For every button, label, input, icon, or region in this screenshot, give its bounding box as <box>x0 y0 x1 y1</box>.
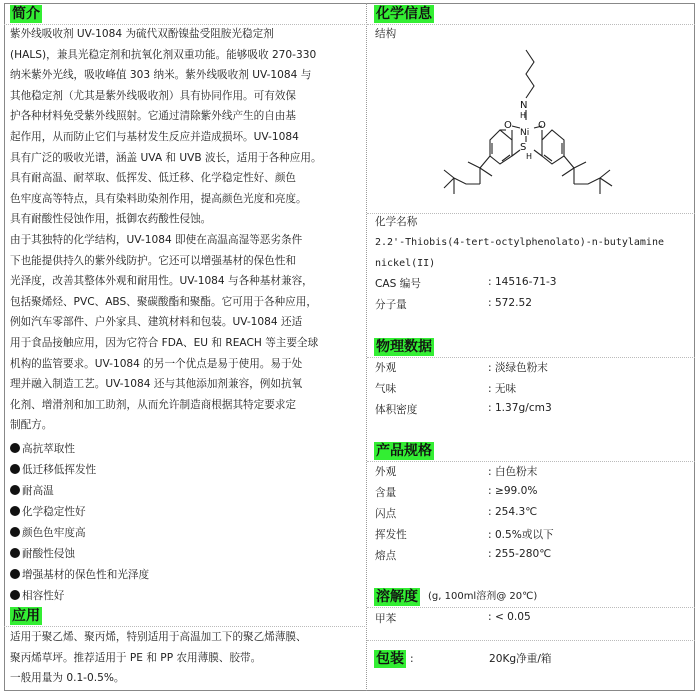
bullet-item: 低迁移低挥发性 <box>10 462 96 477</box>
chem-info-heading: 化学信息 <box>376 6 432 22</box>
atom-h-n: H <box>520 111 527 120</box>
chem-name-label: 化学名称 <box>375 216 418 228</box>
physical-row: 体积密度 : 1.37g/cm3 <box>375 402 417 417</box>
bullet-dot-icon <box>10 485 20 495</box>
spec-heading: 产品规格 <box>376 443 432 459</box>
bullet-item: 耐高温 <box>10 483 54 498</box>
intro-line: 下也能提供持久的紫外线防护。它还可以增强基材的保色性和 <box>10 254 297 267</box>
atom-o-left: O <box>504 120 512 131</box>
solubility-heading: 溶解度 <box>376 589 418 605</box>
bullet-item: 颜色色牢度高 <box>10 525 86 540</box>
spec-row: 外观 : 白色粉末 <box>375 464 396 479</box>
intro-line: 由于其独特的化学结构，UV-1084 即使在高温高湿等恶劣条件 <box>10 233 303 246</box>
solubility-note: (g, 100ml溶剂@ 20℃) <box>428 591 538 602</box>
application-paragraph <box>10 627 362 689</box>
atom-n: N <box>520 100 528 111</box>
packaging-value: 20Kg净重/箱 <box>489 653 552 665</box>
butyl-chain <box>526 50 534 98</box>
bullet-item: 化学稳定性好 <box>10 504 86 519</box>
bullet-dot-icon <box>10 590 20 600</box>
bullet-dot-icon <box>10 443 20 453</box>
chem-name-value: 2.2'-Thiobis(4-tert-octylphenolato)-n-butylamine <box>375 237 664 248</box>
chem-name-value-cont: nickel(II) <box>375 258 436 269</box>
physical-heading: 物理数据 <box>376 339 432 355</box>
atom-s: S <box>520 142 527 153</box>
solubility-row: 甲苯 : < 0.05 <box>375 611 396 626</box>
bullet-item: 高抗萃取性 <box>10 441 75 456</box>
intro-line: 其他稳定剂（尤其是紫外线吸收剂）具有协同作用。可有效保 <box>10 89 297 102</box>
packaging-heading: 包装 <box>376 651 404 667</box>
spec-row: 熔点 : 255-280℃ <box>375 548 396 563</box>
spec-row: 含量 : ≥99.0% <box>375 485 396 500</box>
row-divider <box>367 24 695 25</box>
intro-line: 紫外线吸收剂 UV-1084 为硫代双酚镍盐受阻胺光稳定剂 <box>10 28 274 40</box>
intro-line: 色牢度高等特点，具有染料助染剂作用，提高颜色光度和亮度。 <box>10 192 307 205</box>
bullet-dot-icon <box>10 548 20 558</box>
application-line: 一般用量为 0.1-0.5%。 <box>10 672 125 685</box>
bond-o-ni-left <box>512 126 520 128</box>
right-ring <box>542 130 564 164</box>
row-divider <box>367 640 695 641</box>
left-ring <box>490 130 512 164</box>
bullet-item: 相容性好 <box>10 588 64 603</box>
cas-row: CAS 编号 : 14516-71-3 <box>375 276 421 291</box>
bullet-dot-icon <box>10 527 20 537</box>
intro-line: 光泽度，改善其整体外观和耐用性。UV-1084 与各种基材兼容， <box>10 275 313 288</box>
chemical-structure <box>430 46 620 211</box>
intro-line: 机构的监管要求。UV-1084 的另一个优点是易于使用。易于处 <box>10 357 303 370</box>
row-divider <box>367 607 695 608</box>
row-divider <box>367 461 695 462</box>
atom-h-s: H <box>526 152 533 161</box>
intro-line: 化剂、增滑剂和加工助剂，从而允许制造商根据其特定要求定 <box>10 398 297 411</box>
application-line: 聚丙烯草坪。推荐适用于 PE 和 PP 农用薄膜、胶带。 <box>10 651 262 664</box>
spec-row: 挥发性 : 0.5%或以下 <box>375 527 407 542</box>
intro-line: 用于食品接触应用，因为它符合 FDA、EU 和 REACH 等主要全球 <box>10 336 319 349</box>
bullet-dot-icon <box>10 506 20 516</box>
intro-line: 具有耐酸性侵蚀作用，抵御农药酸性侵蚀。 <box>10 213 212 226</box>
intro-line: 具有广泛的吸收光谱，涵盖 UVA 和 UVB 波长，适用于各种应用。 <box>10 151 322 164</box>
bullet-item: 增强基材的保色性和光泽度 <box>10 567 149 582</box>
intro-line: (HALS)，兼具光稳定剂和抗氧化剂双重功能。能够吸收 270-330 <box>10 48 317 61</box>
physical-row: 气味 : 无味 <box>375 381 396 396</box>
structure-label: 结构 <box>375 28 397 40</box>
right-octyl <box>564 156 574 184</box>
atom-ni: Ni <box>520 128 530 138</box>
intro-line: 制配方。 <box>10 419 53 432</box>
application-heading: 应用 <box>12 608 40 624</box>
intro-line: 具有耐高温、耐萃取、低挥发、低迁移、化学稳定性好、颜色 <box>10 172 297 185</box>
bullet-dot-icon <box>10 569 20 579</box>
spec-row: 闪点 : 254.3℃ <box>375 506 396 521</box>
left-octyl <box>480 156 490 184</box>
intro-line: 例如汽车零部件、户外家具、建筑材料和包装。UV-1084 还适 <box>10 316 303 329</box>
mw-row: 分子量 : 572.52 <box>375 297 407 312</box>
intro-line: 起作用，从而防止它们与基材发生反应并造成损坏。UV-1084 <box>10 130 299 143</box>
bullet-item: 耐酸性侵蚀 <box>10 546 75 561</box>
row-divider <box>367 357 695 358</box>
column-divider <box>366 3 368 691</box>
application-line: 适用于聚乙烯、聚丙烯，特别适用于高温加工下的聚乙烯薄膜、 <box>10 631 307 643</box>
intro-heading: 简介 <box>12 6 40 22</box>
intro-line: 包括聚烯烃、PVC、ABS、聚碳酸酯和聚酯。它可用于各种应用， <box>10 295 317 308</box>
intro-line: 理并融入制造工艺。UV-1084 还与其他添加剂兼容，例如抗氧 <box>10 378 303 391</box>
atom-o-right: O <box>538 120 546 131</box>
intro-line: 护各种材料免受紫外线照射。它通过清除紫外线产生的自由基 <box>10 110 297 123</box>
packaging-colon: : <box>410 653 414 665</box>
bullet-dot-icon <box>10 464 20 474</box>
physical-row: 外观 : 淡绿色粉末 <box>375 360 396 375</box>
intro-line: 纳米紫外光线，吸收峰值 303 纳米。紫外线吸收剂 UV-1084 与 <box>10 69 312 82</box>
intro-paragraph <box>10 24 362 436</box>
